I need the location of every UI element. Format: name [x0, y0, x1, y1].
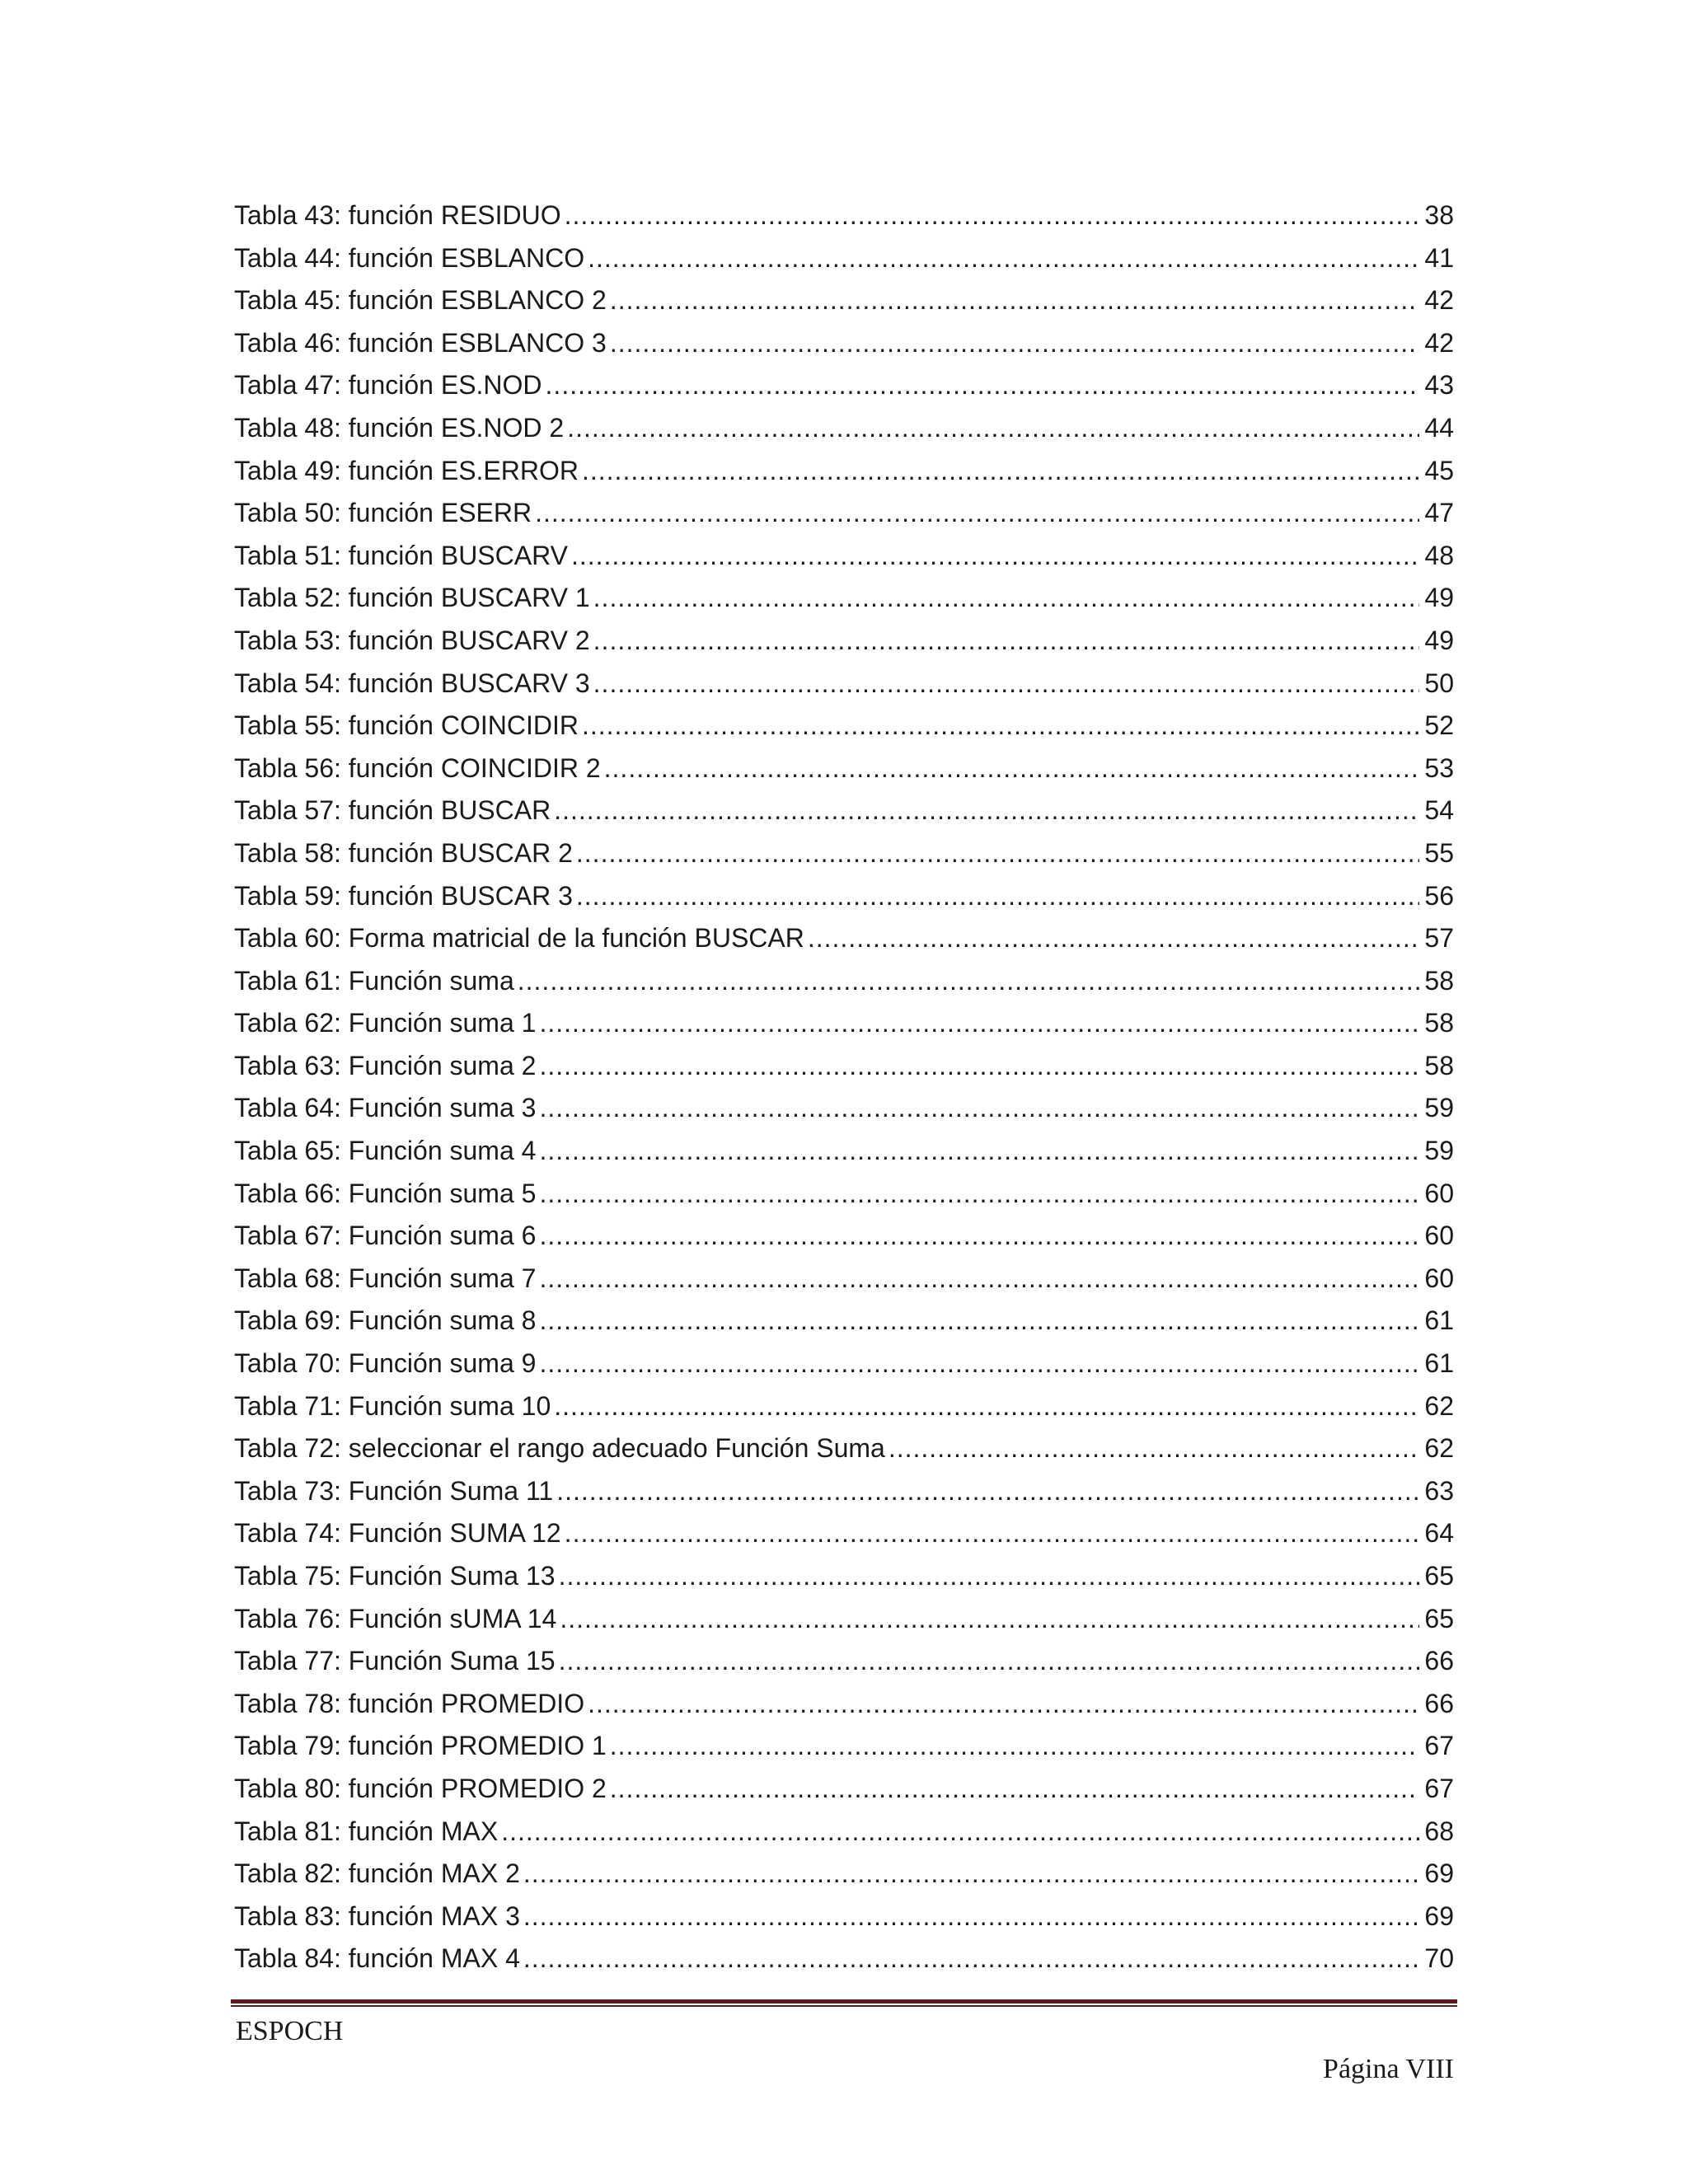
- toc-entry[interactable]: [234, 1087, 1454, 1130]
- toc-entry-page: 42: [1424, 327, 1454, 358]
- toc-entry[interactable]: [234, 1258, 1454, 1301]
- toc-dot-leader: [588, 1683, 1419, 1726]
- toc-entry-title: Tabla 43: función RESIDUO: [234, 200, 561, 230]
- toc-dot-leader: [610, 1725, 1420, 1768]
- toc-dot-leader: [593, 620, 1420, 663]
- toc-entry[interactable]: [234, 279, 1454, 322]
- toc-entry-title: Tabla 74: Función SUMA 12: [234, 1518, 561, 1549]
- toc-entry-title: Tabla 51: función BUSCARV: [234, 540, 568, 570]
- toc-entry-title: Tabla 56: función COINCIDIR 2: [234, 752, 601, 783]
- toc-entry-page: 63: [1424, 1475, 1454, 1506]
- toc-entry[interactable]: [234, 663, 1454, 705]
- toc-dot-leader: [808, 917, 1420, 960]
- toc-dot-leader: [539, 1002, 1419, 1045]
- toc-dot-leader: [576, 832, 1420, 875]
- toc-dot-leader: [523, 1896, 1420, 1938]
- toc-entry-page: 55: [1424, 837, 1454, 868]
- toc-entry-title: Tabla 70: Función suma 9: [234, 1348, 537, 1379]
- toc-entry-page: 48: [1424, 540, 1454, 570]
- toc-dot-leader: [556, 1470, 1419, 1513]
- toc-entry-title: Tabla 59: función BUSCAR 3: [234, 880, 573, 911]
- toc-entry[interactable]: [234, 1427, 1454, 1470]
- toc-entry[interactable]: [234, 1215, 1454, 1258]
- toc-dot-leader: [604, 748, 1420, 790]
- toc-entry[interactable]: [234, 322, 1454, 365]
- toc-entry-title: Tabla 75: Función Suma 13: [234, 1561, 556, 1591]
- toc-entry-title: Tabla 78: función PROMEDIO: [234, 1688, 585, 1718]
- toc-entry-title: Tabla 50: función ESERR: [234, 498, 532, 528]
- toc-entry-page: 58: [1424, 1008, 1454, 1038]
- toc-dot-leader: [546, 364, 1420, 407]
- toc-dot-leader: [571, 535, 1419, 578]
- toc-dot-leader: [576, 875, 1420, 918]
- toc-entry[interactable]: [234, 1938, 1454, 1980]
- toc-entry[interactable]: [234, 1640, 1454, 1683]
- toc-entry-title: Tabla 49: función ES.ERROR: [234, 455, 579, 485]
- toc-dot-leader: [567, 407, 1419, 450]
- toc-entry-title: Tabla 79: función PROMEDIO 1: [234, 1731, 607, 1761]
- toc-dot-leader: [610, 322, 1420, 365]
- toc-entry-page: 59: [1424, 1093, 1454, 1123]
- toc-entry-title: Tabla 54: función BUSCARV 3: [234, 668, 590, 698]
- toc-dot-leader: [593, 663, 1420, 705]
- toc-dot-leader: [582, 705, 1419, 748]
- toc-entry[interactable]: [234, 535, 1454, 578]
- toc-dot-leader: [559, 1640, 1420, 1683]
- toc-dot-leader: [565, 1512, 1420, 1555]
- toc-entry[interactable]: [234, 1002, 1454, 1045]
- toc-dot-leader: [610, 1768, 1420, 1811]
- toc-entry[interactable]: [234, 1045, 1454, 1088]
- toc-entry-page: 65: [1424, 1561, 1454, 1591]
- toc-entry-page: 66: [1424, 1646, 1454, 1676]
- toc-entry-title: Tabla 73: Función Suma 11: [234, 1475, 554, 1506]
- toc-entry-page: 52: [1424, 710, 1454, 741]
- toc-entry-title: Tabla 52: función BUSCARV 1: [234, 583, 590, 613]
- toc-entry-page: 58: [1424, 1050, 1454, 1080]
- toc-dot-leader: [560, 1598, 1419, 1641]
- toc-entry-page: 47: [1424, 498, 1454, 528]
- toc-entry-title: Tabla 81: función MAX: [234, 1816, 499, 1846]
- toc-entry-title: Tabla 62: Función suma 1: [234, 1008, 537, 1038]
- toc-entry-title: Tabla 47: función ES.NOD: [234, 370, 542, 401]
- toc-dot-leader: [539, 1045, 1419, 1088]
- toc-entry[interactable]: [234, 1896, 1454, 1938]
- toc-entry-page: 69: [1424, 1858, 1454, 1889]
- toc-entry-page: 61: [1424, 1305, 1454, 1336]
- toc-entry-page: 50: [1424, 668, 1454, 698]
- toc-dot-leader: [539, 1215, 1419, 1258]
- toc-entry-page: 60: [1424, 1178, 1454, 1208]
- toc-dot-leader: [559, 1555, 1420, 1598]
- toc-entry[interactable]: [234, 1512, 1454, 1555]
- footer-institution: ESPOCH: [236, 2016, 344, 2046]
- toc-entry-title: Tabla 68: Función suma 7: [234, 1263, 537, 1293]
- toc-entry-title: Tabla 48: función ES.NOD 2: [234, 412, 565, 443]
- toc-dot-leader: [518, 960, 1420, 1003]
- toc-entry[interactable]: [234, 790, 1454, 832]
- toc-entry-page: 56: [1424, 880, 1454, 911]
- toc-entry-page: 65: [1424, 1603, 1454, 1633]
- toc-dot-leader: [554, 1385, 1419, 1428]
- toc-entry-title: Tabla 45: función ESBLANCO 2: [234, 285, 607, 316]
- toc-entry-title: Tabla 60: Forma matricial de la función BUSCAR: [234, 923, 804, 954]
- toc-entry[interactable]: [234, 1853, 1454, 1896]
- toc-entry[interactable]: [234, 875, 1454, 918]
- toc-dot-leader: [539, 1300, 1419, 1343]
- toc-entry[interactable]: [234, 1470, 1454, 1513]
- footer-rule-thin: [231, 2005, 1457, 2007]
- toc-entry-title: Tabla 63: Función suma 2: [234, 1050, 537, 1080]
- toc-entry-page: 60: [1424, 1221, 1454, 1251]
- toc-entry-page: 62: [1424, 1390, 1454, 1421]
- toc-entry-title: Tabla 71: Función suma 10: [234, 1390, 551, 1421]
- toc-entry[interactable]: [234, 1555, 1454, 1598]
- toc-dot-leader: [539, 1258, 1419, 1301]
- toc-entry[interactable]: [234, 407, 1454, 450]
- toc-entry[interactable]: [234, 960, 1454, 1003]
- toc-entry-page: 54: [1424, 795, 1454, 826]
- toc-entry-title: Tabla 58: función BUSCAR 2: [234, 837, 573, 868]
- toc-entry[interactable]: [234, 450, 1454, 493]
- toc-entry[interactable]: [234, 917, 1454, 960]
- footer-page-number: Página VIII: [1323, 2054, 1454, 2084]
- toc-entry-page: 59: [1424, 1136, 1454, 1166]
- toc-entry[interactable]: [234, 577, 1454, 620]
- toc-entry[interactable]: [234, 748, 1454, 790]
- toc-entry-title: Tabla 61: Función suma: [234, 965, 514, 996]
- toc-entry-page: 60: [1424, 1263, 1454, 1293]
- toc-entry-title: Tabla 80: función PROMEDIO 2: [234, 1773, 607, 1803]
- toc-entry-title: Tabla 82: función MAX 2: [234, 1858, 520, 1889]
- toc-entry-title: Tabla 67: Función suma 6: [234, 1221, 537, 1251]
- toc-entry-title: Tabla 72: seleccionar el rango adecuado Función Suma: [234, 1433, 885, 1464]
- toc-dot-leader: [554, 790, 1419, 832]
- toc-entry[interactable]: [234, 1130, 1454, 1173]
- toc-entry[interactable]: [234, 1173, 1454, 1216]
- toc-entry[interactable]: [234, 1768, 1454, 1811]
- table-of-tables: [234, 194, 1454, 1980]
- toc-entry[interactable]: [234, 1385, 1454, 1428]
- toc-entry-title: Tabla 76: Función sUMA 14: [234, 1603, 557, 1633]
- toc-entry[interactable]: [234, 1811, 1454, 1854]
- toc-entry-page: 68: [1424, 1816, 1454, 1846]
- toc-dot-leader: [889, 1427, 1420, 1470]
- toc-entry[interactable]: [234, 194, 1454, 237]
- toc-dot-leader: [593, 577, 1420, 620]
- toc-entry-page: 49: [1424, 625, 1454, 655]
- toc-dot-leader: [523, 1938, 1420, 1980]
- toc-dot-leader: [588, 237, 1419, 280]
- toc-entry-title: Tabla 77: Función Suma 15: [234, 1646, 556, 1676]
- toc-entry[interactable]: [234, 1343, 1454, 1385]
- toc-entry-page: 66: [1424, 1688, 1454, 1718]
- toc-dot-leader: [539, 1130, 1419, 1173]
- toc-entry-page: 62: [1424, 1433, 1454, 1464]
- footer-rule: [231, 1999, 1457, 2007]
- toc-entry[interactable]: [234, 1598, 1454, 1641]
- toc-entry-title: Tabla 65: Función suma 4: [234, 1136, 537, 1166]
- toc-entry-page: 58: [1424, 965, 1454, 996]
- toc-dot-leader: [582, 450, 1419, 493]
- toc-entry-page: 44: [1424, 412, 1454, 443]
- toc-dot-leader: [539, 1173, 1419, 1216]
- toc-entry-page: 42: [1424, 285, 1454, 316]
- toc-entry-page: 43: [1424, 370, 1454, 401]
- toc-entry-page: 61: [1424, 1348, 1454, 1379]
- footer-rule-thick: [231, 1999, 1457, 2004]
- toc-entry[interactable]: [234, 1683, 1454, 1726]
- toc-entry-title: Tabla 69: Función suma 8: [234, 1305, 537, 1336]
- toc-entry-title: Tabla 84: función MAX 4: [234, 1943, 520, 1974]
- toc-dot-leader: [539, 1087, 1419, 1130]
- toc-entry-page: 67: [1424, 1731, 1454, 1761]
- toc-dot-leader: [539, 1343, 1419, 1385]
- toc-dot-leader: [501, 1811, 1419, 1854]
- toc-entry-page: 67: [1424, 1773, 1454, 1803]
- toc-entry-title: Tabla 53: función BUSCARV 2: [234, 625, 590, 655]
- toc-entry[interactable]: [234, 492, 1454, 535]
- toc-dot-leader: [535, 492, 1419, 535]
- toc-entry-page: 57: [1424, 923, 1454, 954]
- toc-dot-leader: [565, 194, 1420, 237]
- toc-entry[interactable]: [234, 1300, 1454, 1343]
- toc-entry-title: Tabla 44: función ESBLANCO: [234, 242, 585, 273]
- toc-entry-page: 38: [1424, 200, 1454, 230]
- toc-entry[interactable]: [234, 1725, 1454, 1768]
- toc-entry-page: 41: [1424, 242, 1454, 273]
- toc-entry-title: Tabla 57: función BUSCAR: [234, 795, 551, 826]
- toc-entry-title: Tabla 46: función ESBLANCO 3: [234, 327, 607, 358]
- toc-dot-leader: [523, 1853, 1420, 1896]
- toc-entry[interactable]: [234, 620, 1454, 663]
- toc-entry[interactable]: [234, 705, 1454, 748]
- toc-entry[interactable]: [234, 237, 1454, 280]
- toc-entry-title: Tabla 83: función MAX 3: [234, 1900, 520, 1931]
- toc-dot-leader: [610, 279, 1420, 322]
- toc-entry-title: Tabla 64: Función suma 3: [234, 1093, 537, 1123]
- toc-entry-page: 49: [1424, 583, 1454, 613]
- toc-entry[interactable]: [234, 832, 1454, 875]
- toc-entry-title: Tabla 66: Función suma 5: [234, 1178, 537, 1208]
- toc-entry-title: Tabla 55: función COINCIDIR: [234, 710, 579, 741]
- toc-entry-page: 64: [1424, 1518, 1454, 1549]
- toc-entry-page: 69: [1424, 1900, 1454, 1931]
- toc-entry[interactable]: [234, 364, 1454, 407]
- toc-entry-page: 70: [1424, 1943, 1454, 1974]
- toc-entry-page: 45: [1424, 455, 1454, 485]
- toc-entry-page: 53: [1424, 752, 1454, 783]
